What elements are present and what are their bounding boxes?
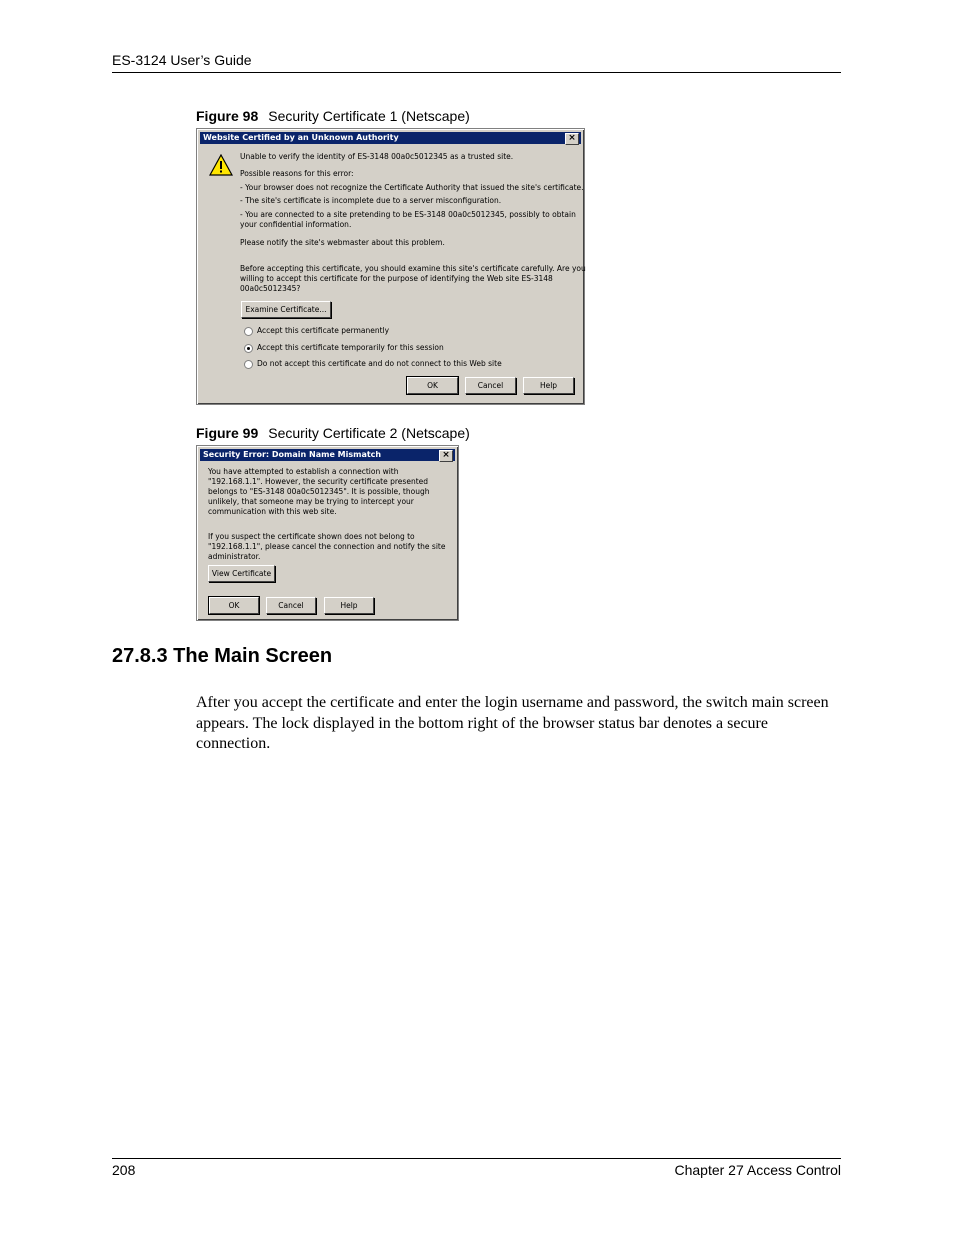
figure-99-label: Figure 99	[196, 425, 259, 441]
unknown-authority-dialog	[196, 128, 585, 405]
figure-98-label: Figure 98	[196, 108, 259, 124]
dialog-line: Please notify the site's webmaster about this problem.	[240, 238, 445, 247]
dialog-line: If you suspect the certificate shown does not belong to	[208, 532, 415, 541]
page-number: 208	[112, 1162, 136, 1178]
dialog-line: communication with this web site.	[208, 507, 337, 516]
do-not-accept-radio[interactable]	[244, 360, 253, 369]
guide-title: ES-3124 User’s Guide	[112, 52, 252, 68]
examine-certificate-button[interactable]: Examine Certificate...	[241, 301, 331, 318]
cancel-button[interactable]: Cancel	[465, 377, 516, 394]
section-body: After you accept the certificate and enter the login username and password, the switch main screen appears. The lock displayed in the bottom right of the browser status bar denotes a secure connection.	[196, 694, 829, 752]
dialog-line: "192.168.1.1". However, the security certificate presented	[208, 477, 429, 486]
ok-button[interactable]: OK	[407, 377, 458, 394]
radio-label: Accept this certificate temporarily for this session	[257, 343, 444, 352]
dialog-title: Security Error: Domain Name Mismatch	[203, 450, 382, 459]
figure-99-title: Security Certificate 2 (Netscape)	[268, 425, 470, 441]
dialog-line: "192.168.1.1", please cancel the connection and notify the site	[208, 542, 446, 551]
chapter-title: Chapter 27 Access Control	[674, 1162, 841, 1178]
dialog-line: administrator.	[208, 552, 261, 561]
dialog-line: your confidential information.	[240, 220, 352, 229]
figure-98-caption	[196, 108, 470, 124]
dialog-line: Before accepting this certificate, you should examine this site's certificate carefully. Are you	[240, 264, 586, 273]
footer-rule	[112, 1158, 841, 1159]
domain-mismatch-dialog	[196, 445, 459, 621]
dialog-line: You have attempted to establish a connection with	[208, 467, 399, 476]
radio-label: Do not accept this certificate and do not connect to this Web site	[257, 359, 502, 368]
close-icon[interactable]: ×	[565, 133, 579, 145]
dialog-title: Website Certified by an Unknown Authority	[203, 133, 399, 142]
dialog-titlebar	[200, 132, 581, 144]
accept-permanently-radio[interactable]	[244, 327, 253, 336]
dialog-titlebar	[200, 449, 455, 461]
dialog-line: willing to accept this certificate for the purpose of identifying the Web site ES-3148	[240, 274, 553, 283]
radio-label: Accept this certificate permanently	[257, 326, 390, 335]
figure-98-title: Security Certificate 1 (Netscape)	[268, 108, 470, 124]
view-certificate-button[interactable]: View Certificate	[208, 565, 275, 582]
figure-99-caption	[196, 425, 470, 441]
dialog-line: - Your browser does not recognize the Certificate Authority that issued the site's certificate.	[240, 183, 584, 192]
dialog-line: Unable to verify the identity of ES-3148 00a0c5012345 as a trusted site.	[240, 152, 514, 161]
cancel-button[interactable]: Cancel	[266, 597, 316, 614]
close-icon[interactable]: ×	[439, 450, 453, 462]
ok-button[interactable]: OK	[209, 597, 259, 614]
dialog-line: Possible reasons for this error:	[240, 169, 354, 178]
warning-icon	[209, 154, 233, 176]
help-button[interactable]: Help	[523, 377, 574, 394]
dialog-line: 00a0c5012345?	[240, 284, 301, 293]
accept-session-radio[interactable]	[244, 344, 253, 353]
section-heading: 27.8.3 The Main Screen	[112, 645, 333, 667]
header-rule	[112, 72, 841, 73]
help-button[interactable]: Help	[324, 597, 374, 614]
dialog-line: unlikely, that someone may be trying to intercept your	[208, 497, 414, 506]
dialog-line: belongs to "ES-3148 00a0c5012345". It is possible, though	[208, 487, 430, 496]
dialog-line: - The site's certificate is incomplete due to a server misconfiguration.	[240, 196, 502, 205]
dialog-line: - You are connected to a site pretending to be ES-3148 00a0c5012345, possibly to obtain	[240, 210, 576, 219]
